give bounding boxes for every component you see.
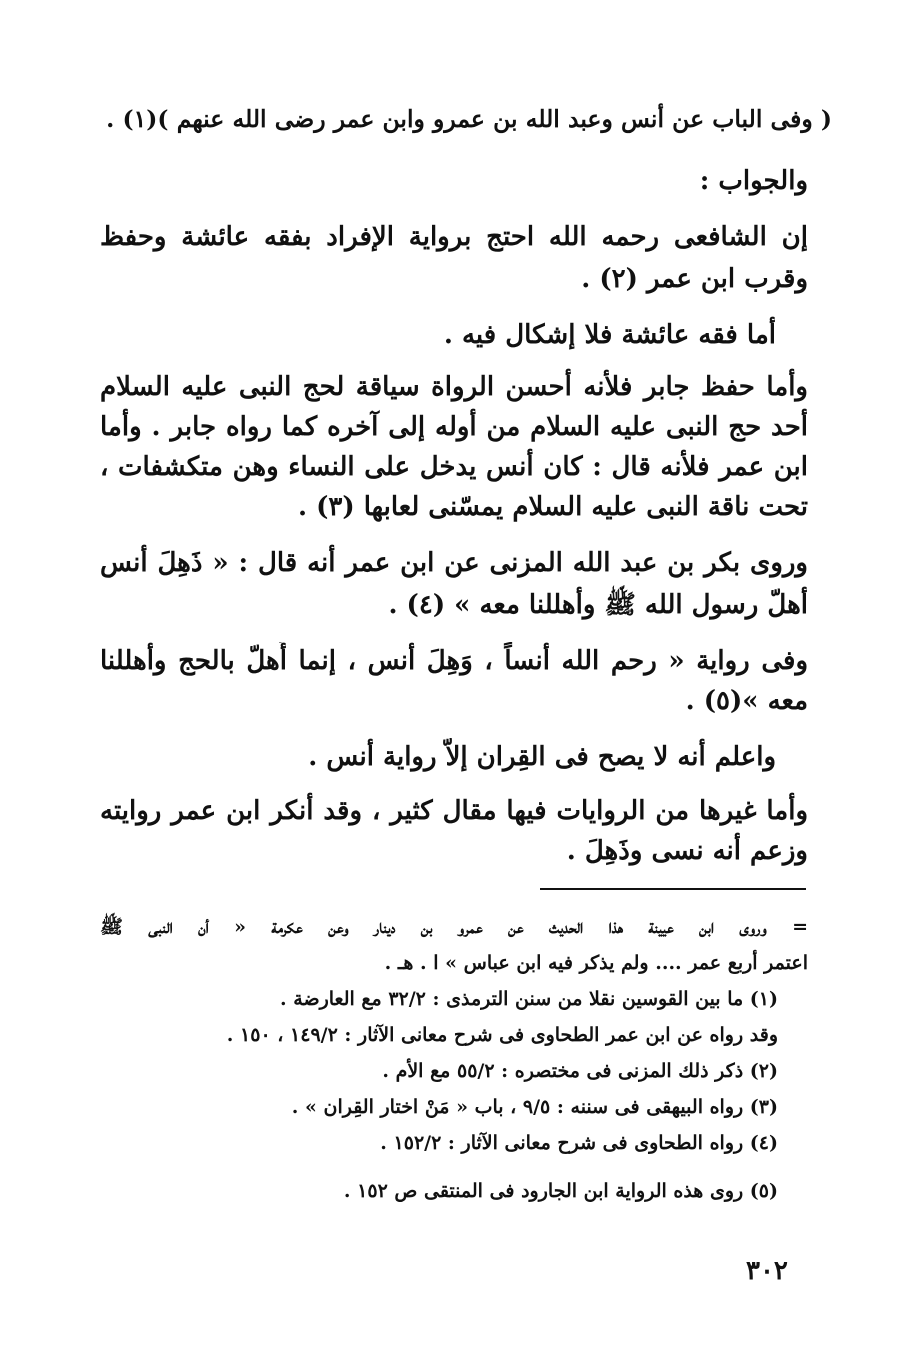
footnote-line: = وروى ابن عيينة هذا الحديث عن عمرو بن دينار وعن عكرمة « أن النبى ﷺ	[100, 916, 808, 938]
footnote-line: (٣) رواه البيهقى فى سننه : ٩/٥ ، باب « مَنْ اختار القِران » .	[291, 1096, 778, 1118]
footnote-line: وقد رواه عن ابن عمر الطحاوى فى شرح معانى الآثار : ١٤٩/٢ ، ١٥٠ .	[226, 1024, 778, 1046]
footnote-line: اعتمر أربع عمر .... ولم يذكر فيه ابن عباس » ا . هـ .	[384, 952, 808, 974]
body-line: ( وفى الباب عن أنس وعبد الله بن عمرو وابن عمر رضى الله عنهم )(١) .	[106, 105, 832, 133]
body-line: وروى بكر بن عبد الله المزنى عن ابن عمر أنه قال : « ذَهِلَ أنس	[100, 548, 808, 578]
footnote-line: (٢) ذكر ذلك المزنى فى مختصره : ٥٥/٢ مع الأم .	[382, 1060, 778, 1082]
footnote-line: (٥) روى هذه الرواية ابن الجارود فى المنتقى ص ١٥٢ .	[343, 1180, 778, 1202]
body-line: معه »(٥) .	[685, 686, 808, 716]
body-line: وأما حفظ جابر فلأنه أحسن الرواة سياقة لحج النبى عليه السلام	[100, 372, 808, 402]
page-number: ٣٠٢	[746, 1256, 788, 1286]
footnote-separator	[540, 888, 806, 890]
body-line: وأما غيرها من الروايات فيها مقال كثير ، وقد أنكر ابن عمر روايته	[100, 796, 808, 826]
body-line: وقرب ابن عمر (٢) .	[581, 264, 808, 294]
body-line: واعلم أنه لا يصح فى القِران إلاّ رواية أنس .	[308, 742, 776, 772]
body-line: أحد حج النبى عليه السلام من أوله إلى آخره كما رواه جابر . وأما	[100, 412, 808, 442]
body-line: أما فقه عائشة فلا إشكال فيه .	[443, 320, 776, 350]
body-line: وزعم أنه نسى وذَهِلَ .	[566, 836, 808, 866]
body-line: تحت ناقة النبى عليه السلام يمسّنى لعابها (٣) .	[298, 492, 808, 522]
body-line: وفى رواية « رحم الله أنساً ، وَهِلَ أنس ، إنما أُهلّ بالحج وأهللنا	[100, 646, 808, 676]
body-line: أهلّ رسول الله ﷺ وأهللنا معه » (٤) .	[388, 590, 808, 620]
footnote-line: (٤) رواه الطحاوى فى شرح معانى الآثار : ١٥٢/٢ .	[380, 1132, 778, 1154]
body-line: إن الشافعى رحمه الله احتج برواية الإفراد بفقه عائشة وحفظ	[100, 222, 808, 252]
body-line: والجواب :	[699, 166, 808, 196]
footnote-line: (١) ما بين القوسين نقلا من سنن الترمذى : ٣٢/٢ مع العارضة .	[280, 988, 778, 1010]
body-line: ابن عمر فلأنه قال : كان أنس يدخل على النساء وهن متكشفات ،	[100, 452, 808, 482]
